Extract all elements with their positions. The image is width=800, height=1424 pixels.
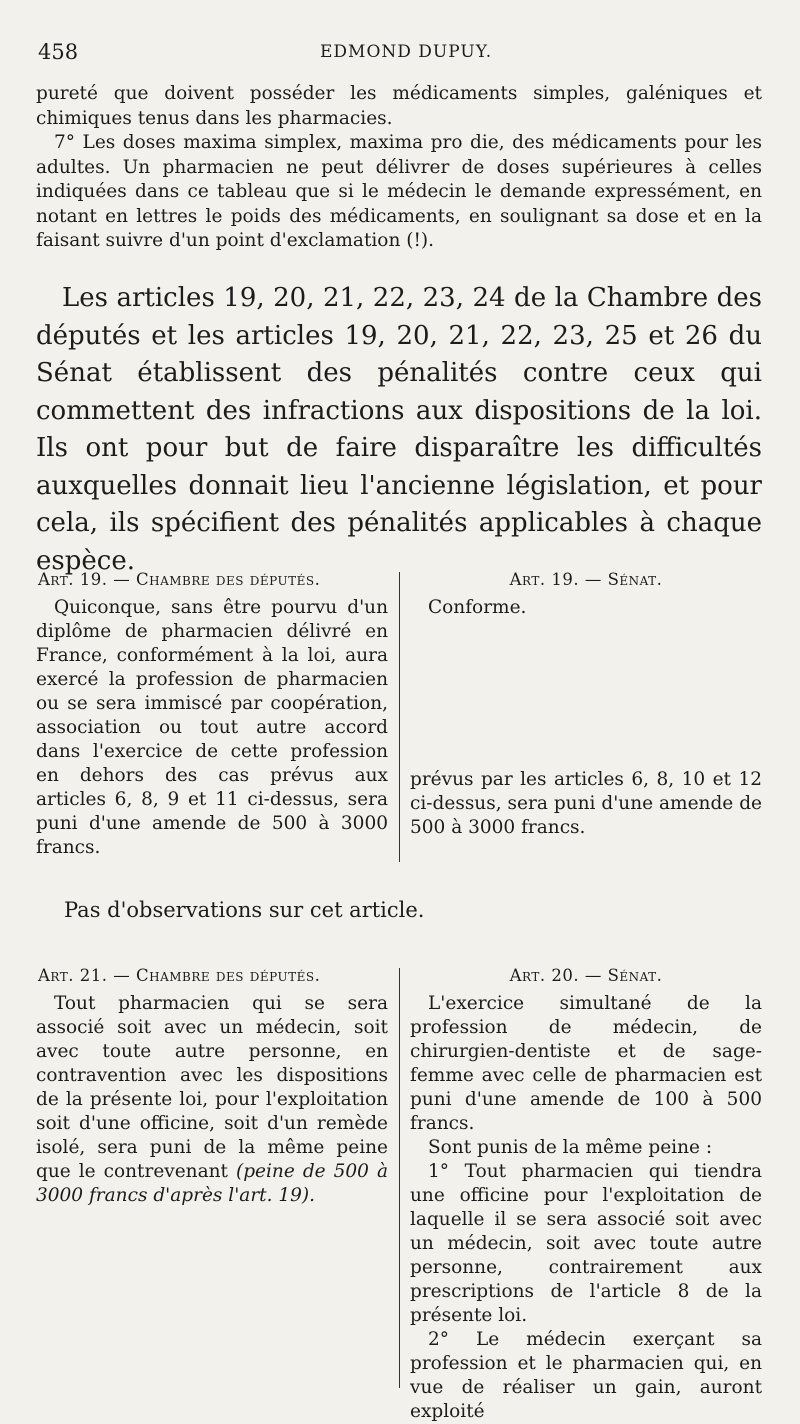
article-number: Art. 20. xyxy=(509,966,580,985)
heading-dash: — xyxy=(113,966,131,985)
section1-left-heading xyxy=(36,568,388,592)
section1-right-text: prévus par les articles 6, 8, 10 et 12 ci-dessus, sera puni d'une amende de 500 à 3000 francs. xyxy=(410,769,762,838)
section1-right-column xyxy=(410,568,762,840)
intro-paragraph-1: pureté que doivent posséder les médicaments simples, galéniques et chimiques tenus dans les pharmacies. xyxy=(36,83,762,129)
observation-note: Pas d'observations sur cet article. xyxy=(64,898,425,922)
page-number: 458 xyxy=(38,40,79,64)
heading-dash: — xyxy=(584,570,602,589)
article-number: Art. 21. xyxy=(38,966,108,985)
running-head-author: EDMOND DUPUY. xyxy=(320,42,493,62)
column-divider-1 xyxy=(399,572,400,862)
section2-left-heading xyxy=(36,964,388,988)
section2-right-para2: Sont punis de la même peine : xyxy=(428,1137,713,1158)
section1-right-heading xyxy=(410,568,762,592)
chamber-name: Chambre des députés. xyxy=(135,570,321,589)
heading-dash: — xyxy=(584,966,602,985)
section2-right-para3: 1° Tout pharmacien qui tiendra une officine pour l'exploitation de laquelle il se sera associé soit avec un médecin, soit avec toute autre personne, contrairement aux prescriptions de l'article 8 de la présente loi. xyxy=(410,1161,762,1326)
section2-right-para4: 2° Le médecin exerçant sa profession et le pharmacien qui, en vue de réaliser un gain, auront exploité xyxy=(410,1329,762,1422)
article-number: Art. 19. xyxy=(38,570,108,589)
column-divider-2 xyxy=(399,968,400,1388)
section2-left-text xyxy=(36,992,388,1208)
section2-left-italic-note: (peine de 500 à 3000 francs d'après l'art. 19). xyxy=(36,1161,388,1206)
main-paragraph-block xyxy=(36,280,762,580)
section2-left-body: Tout pharmacien qui se sera associé soit avec un médecin, soit avec toute autre personne, en contravention avec les dispositions de la présente loi, pour l'exploitation soit d'une officine, soit d'un remède isolé, sera puni de la même peine que le contrevenant xyxy=(36,993,388,1182)
intro-paragraph-2: 7° Les doses maxima simplex, maxima pro die, des médicaments pour les adultes. Un pharmacien ne peut délivrer de doses supérieures à celles indiquées dans ce tableau que si le médecin le demande expressément, en notant en lettres le poids des médicaments, en soulignant sa dose et en la faisant suivre d'un point d'exclamation (!). xyxy=(36,132,762,251)
heading-dash: — xyxy=(113,570,131,589)
section2-right-para1: L'exercice simultané de la profession de médecin, de chirurgien-dentiste et de sage-femme avec celle de pharmacien est puni d'une amende de 100 à 500 francs. xyxy=(410,993,762,1134)
section2-left-column xyxy=(36,964,388,1208)
section1-left-text: Quiconque, sans être pourvu d'un diplôme de pharmacien délivré en France, conformément à la loi, aura exercé la profession de pharmacien ou se sera immiscé par coopération, association ou tout autre accord dans l'exercice de cette profession en dehors des cas prévus aux articles 6, 8, 9 et 11 ci-dessus, sera puni d'une amende de 500 à 3000 francs. xyxy=(36,597,388,858)
chamber-name: Sénat. xyxy=(607,966,663,985)
section2-right-column xyxy=(410,964,762,1424)
chamber-name: Sénat. xyxy=(607,570,663,589)
article-number: Art. 19. xyxy=(509,570,580,589)
page-header xyxy=(38,40,762,70)
chamber-name: Chambre des députés. xyxy=(135,966,321,985)
section1-right-conforme: Conforme. xyxy=(428,597,527,618)
section2-right-heading xyxy=(410,964,762,988)
intro-block xyxy=(36,82,762,254)
section1-left-column xyxy=(36,568,388,860)
main-paragraph: Les articles 19, 20, 21, 22, 23, 24 de la Chambre des députés et les articles 19, 20, 21, 22, 23, 25 et 26 du Sénat établissent des pénalités contre ceux qui commettent des infractions aux dispositions de la loi. Ils ont pour but de faire disparaître les difficultés auxquelles donnait lieu l'ancienne législation, et pour cela, ils spécifient des pénalités applicables à chaque espèce. xyxy=(36,283,762,576)
